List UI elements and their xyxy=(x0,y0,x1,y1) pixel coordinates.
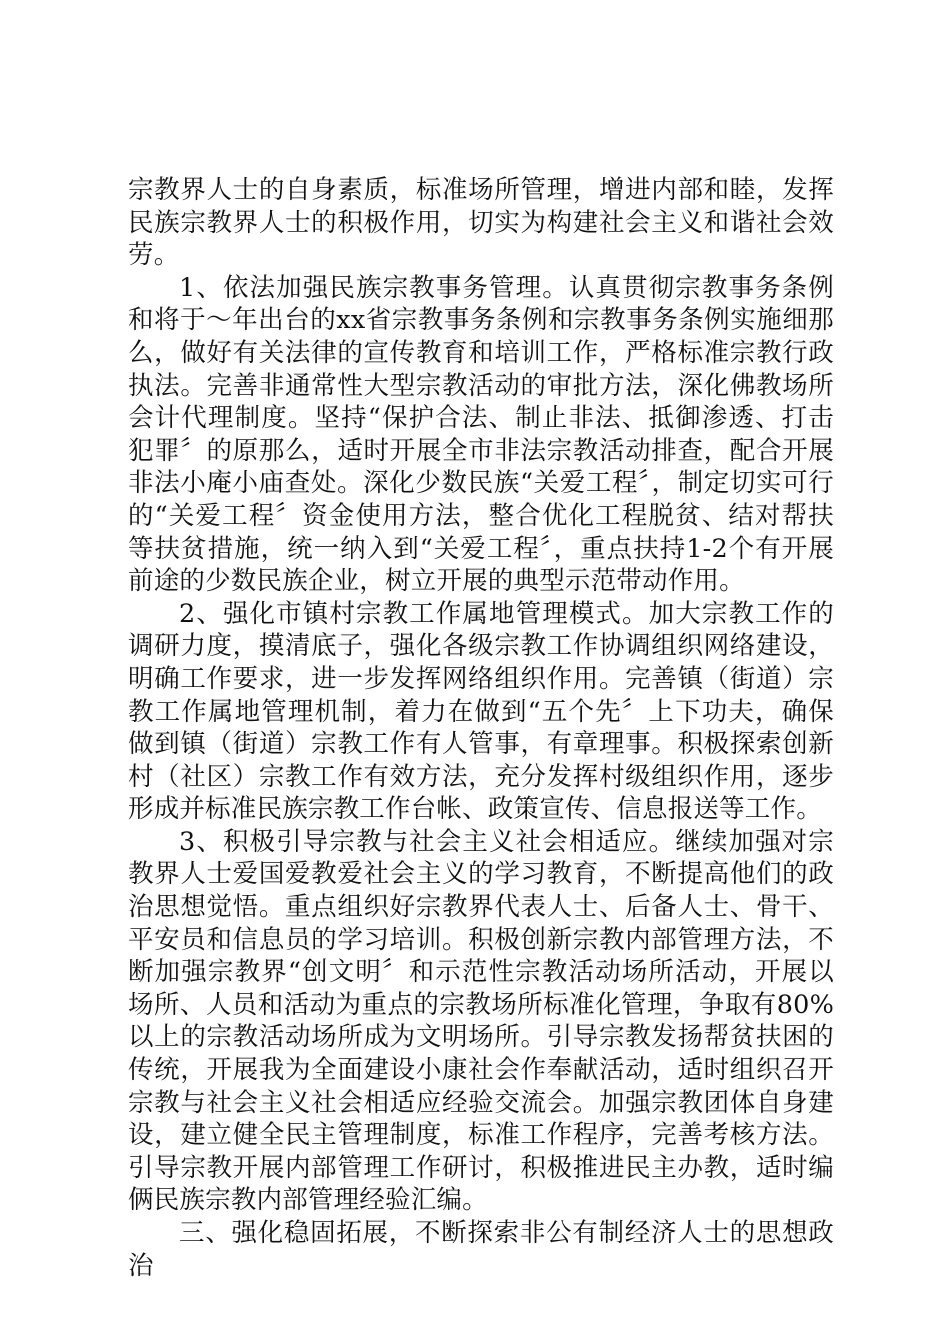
document-body xyxy=(128,174,834,1282)
section-heading-three: 三、强化稳固拓展，不断探索非公有制经济人士的思想政治 xyxy=(128,1218,834,1281)
paragraph-item-1: 1、依法加强民族宗教事务管理。认真贯彻宗教事务条例和将于～年出台的xx省宗教事务条例和宗教事务条例实施细那么，做好有关法律的宣传教育和培训工作，严格标准宗教行政执法。完善非通常性大型宗教活动的审批方法，深化佛教场所会计代理制度。坚持“保护合法、制止非法、抵御渗透、打击犯罪〞的原那么，适时开展全市非法宗教活动排查，配合开展非法小庵小庙查处。深化少数民族“关爱工程〞，制定切实可行的“关爱工程〞资金使用方法，整合优化工程脱贫、结对帮扶等扶贫措施，统一纳入到“关爱工程〞，重点扶持1-2个有开展前途的少数民族企业，树立开展的典型示范带动作用。 xyxy=(128,272,834,597)
paragraph-item-2: 2、强化市镇村宗教工作属地管理模式。加大宗教工作的调研力度，摸清底子，强化各级宗教工作协调组织网络建设，明确工作要求，进一步发挥网络组织作用。完善镇（街道）宗教工作属地管理机制，着力在做到“五个先〞上下功夫，确保做到镇（街道）宗教工作有人管事，有章理事。积极探索创新村（社区）宗教工作有效方法，充分发挥村级组织作用，逐步形成并标准民族宗教工作台帐、政策宣传、信息报送等工作。 xyxy=(128,598,834,825)
paragraph-continuation: 宗教界人士的自身素质，标准场所管理，增进内部和睦，发挥民族宗教界人士的积极作用，切实为构建社会主义和谐社会效劳。 xyxy=(128,175,834,271)
paragraph-item-3: 3、积极引导宗教与社会主义社会相适应。继续加强对宗教界人士爱国爱教爱社会主义的学习教育，不断提高他们的政治思想觉悟。重点组织好宗教界代表人士、后备人士、骨干、平安员和信息员的学习培训。积极创新宗教内部管理方法，不断加强宗教界“创文明〞和示范性宗教活动场所活动，开展以场所、人员和活动为重点的宗教场所标准化管理，争取有80%以上的宗教活动场所成为文明场所。引导宗教发扬帮贫扶困的传统，开展我为全面建设小康社会作奉献活动，适时组织召开宗教与社会主义社会相适应经验交流会。加强宗教团体自身建设，建立健全民主管理制度，标准工作程序，完善考核方法。引导宗教开展内部管理工作研讨，积极推进民主办教，适时编俩民族宗教内部管理经验汇编。 xyxy=(128,826,834,1216)
